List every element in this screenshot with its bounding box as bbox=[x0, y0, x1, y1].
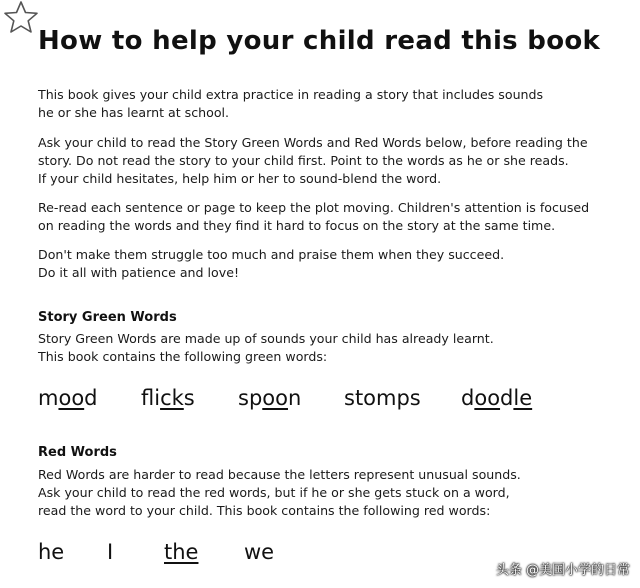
intro-paragraph-3 bbox=[38, 199, 589, 235]
sound-segment-underlined: ck bbox=[160, 386, 184, 410]
word-segment: he bbox=[38, 540, 65, 564]
red-words-heading: Red Words bbox=[38, 445, 117, 460]
sound-segment-underlined: le bbox=[513, 386, 533, 410]
word-segment: m bbox=[38, 386, 59, 410]
green-words-heading: Story Green Words bbox=[38, 310, 177, 325]
text-line: This book gives your child extra practice in reading a story that includes sounds bbox=[38, 87, 544, 102]
intro-paragraph-4 bbox=[38, 246, 504, 282]
sound-segment-underlined: oo bbox=[262, 386, 288, 410]
word-segment: d bbox=[84, 386, 98, 410]
text-line: Do it all with patience and love! bbox=[38, 265, 239, 280]
text-line: Re-read each sentence or page to keep the plot moving. Children's attention is focused bbox=[38, 200, 590, 215]
sound-segment-underlined: oo bbox=[58, 386, 85, 410]
text-line: on reading the words and they find it hard to focus on the story at the same time. bbox=[38, 218, 556, 233]
sound-segment-underlined: oo bbox=[474, 386, 501, 410]
sound-segment-underlined: the bbox=[164, 540, 199, 564]
red-word-2 bbox=[107, 540, 113, 564]
word-segment: I bbox=[107, 540, 114, 564]
red-word-1 bbox=[38, 540, 64, 564]
red-word-4 bbox=[244, 540, 274, 564]
word-segment: d bbox=[461, 386, 475, 410]
text-line: If your child hesitates, help him or her to sound-blend the word. bbox=[38, 171, 442, 186]
page-title: How to help your child read this book bbox=[38, 26, 601, 56]
text-line: story. Do not read the story to your child first. Point to the words as he or she reads. bbox=[38, 153, 569, 168]
word-segment: we bbox=[244, 540, 275, 564]
green-word-4 bbox=[344, 386, 421, 410]
red-word-3 bbox=[164, 540, 198, 564]
text-line: Story Green Words are made up of sounds your child has already learnt. bbox=[38, 331, 494, 346]
text-line: Red Words are harder to read because the letters represent unusual sounds. bbox=[38, 467, 521, 482]
word-segment: sp bbox=[238, 386, 263, 410]
green-word-5 bbox=[461, 386, 532, 410]
text-line: This book contains the following green words: bbox=[38, 349, 328, 364]
star-outline-icon bbox=[2, 0, 40, 34]
text-line: Ask your child to read the Story Green Words and Red Words below, before reading the bbox=[38, 135, 588, 150]
green-word-3 bbox=[238, 386, 301, 410]
word-segment: stomps bbox=[344, 386, 421, 410]
intro-paragraph-2 bbox=[38, 134, 588, 188]
word-segment: fli bbox=[141, 386, 161, 410]
watermark: 头条 @美国小学的日常 bbox=[495, 563, 630, 578]
green-word-1 bbox=[38, 386, 98, 410]
text-line: Don't make them struggle too much and praise them when they succeed. bbox=[38, 247, 505, 262]
intro-paragraph-1 bbox=[38, 86, 543, 122]
word-segment: n bbox=[287, 386, 302, 410]
green-words-description bbox=[38, 330, 494, 366]
text-line: Ask your child to read the red words, but if he or she gets stuck on a word, bbox=[38, 485, 510, 500]
text-line: read the word to your child. This book contains the following red words: bbox=[38, 503, 491, 518]
text-line: he or she has learnt at school. bbox=[38, 105, 230, 120]
green-word-2 bbox=[141, 386, 195, 410]
word-segment: d bbox=[500, 386, 514, 410]
red-words-description bbox=[38, 466, 521, 520]
word-segment: s bbox=[183, 386, 195, 410]
